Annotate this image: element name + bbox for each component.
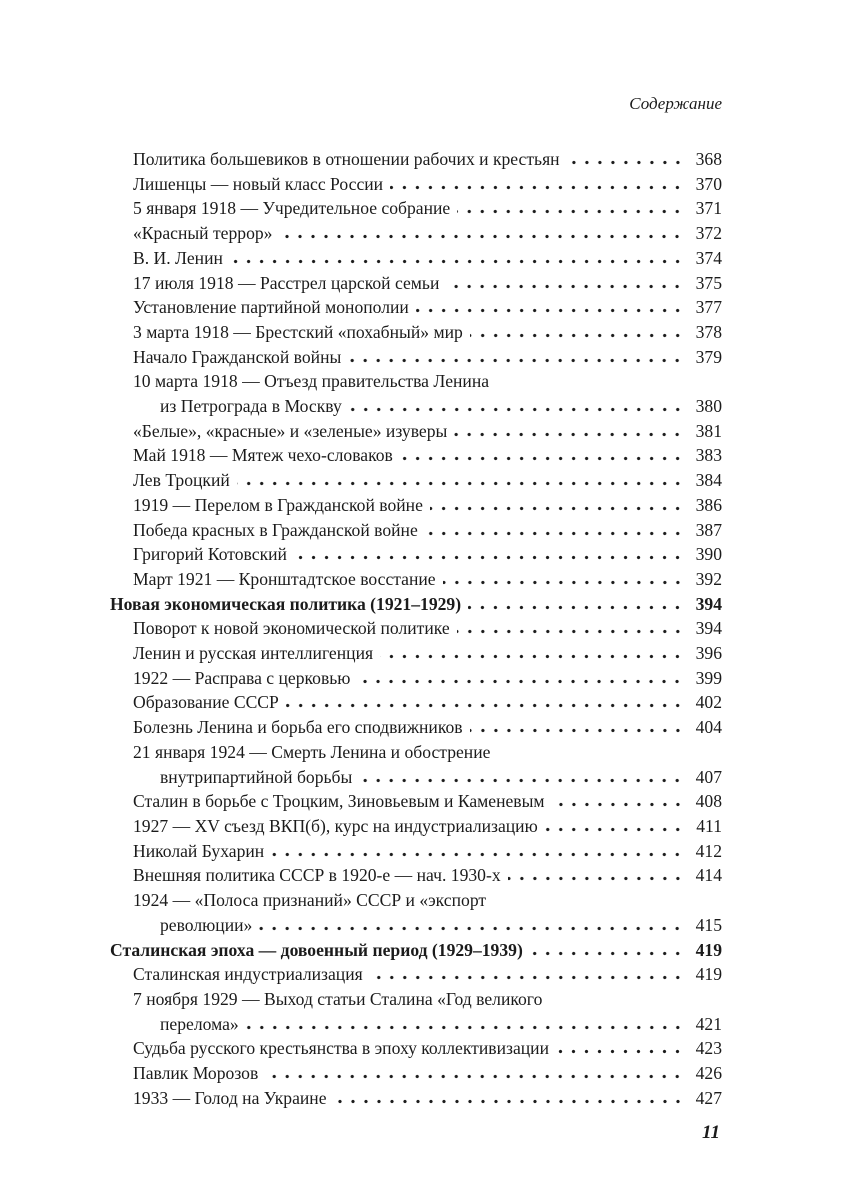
toc-entry-title: Лев Троцкий xyxy=(133,470,230,491)
toc-entry-title: Григорий Котовский xyxy=(133,544,287,565)
toc-entry xyxy=(110,493,722,518)
toc-entry-title: Павлик Морозов xyxy=(133,1063,259,1084)
toc-entry-page: 380 xyxy=(695,396,722,417)
dot-leader xyxy=(359,778,686,783)
toc-entry-title: Март 1921 — Кронштадтское восстание xyxy=(133,568,436,589)
toc-entry-page: 419 xyxy=(695,939,722,960)
toc-entry-page: 390 xyxy=(695,544,722,565)
toc-entry-page: 399 xyxy=(695,667,722,688)
dot-leader xyxy=(457,209,686,214)
toc-entry xyxy=(110,518,722,543)
toc-entry-page: 387 xyxy=(695,519,722,540)
toc-entry-title: 1922 — Расправа с церковью xyxy=(133,667,351,688)
toc-entry-row xyxy=(110,863,722,888)
toc-entry xyxy=(110,542,722,567)
toc-entry-title: Образование СССР xyxy=(133,692,279,713)
toc-entry xyxy=(110,567,722,592)
toc-entry-row xyxy=(110,1086,722,1111)
dot-leader xyxy=(390,185,686,190)
dot-leader xyxy=(259,926,686,931)
dot-leader xyxy=(446,284,686,289)
toc-entry-row xyxy=(110,715,722,740)
toc-entry xyxy=(110,1061,722,1086)
toc-entry xyxy=(110,1086,722,1111)
toc-entry-row xyxy=(110,542,722,567)
dot-leader xyxy=(454,432,686,437)
toc-entry xyxy=(110,962,722,987)
dot-leader xyxy=(425,531,686,536)
toc-entry xyxy=(110,320,722,345)
toc-entry-row xyxy=(110,1012,722,1037)
toc-entry-page: 411 xyxy=(696,815,722,836)
toc-entry-title: Установление партийной монополии xyxy=(133,297,409,318)
dot-leader xyxy=(567,160,686,165)
toc-entry xyxy=(110,271,722,296)
toc-entry-title: 7 ноября 1929 — Выход статьи Сталина «Год великого xyxy=(133,988,543,1009)
toc-entry-row xyxy=(110,518,722,543)
toc-entry-row xyxy=(110,592,722,617)
toc-entry-title: 1933 — Голод на Украине xyxy=(133,1087,327,1108)
toc-entry xyxy=(110,221,722,246)
dot-leader xyxy=(470,333,686,338)
toc-entry xyxy=(110,863,722,888)
toc-entry-row xyxy=(110,468,722,493)
toc-entry-row xyxy=(110,814,722,839)
toc-entry xyxy=(110,369,722,418)
toc-entry-title: Начало Гражданской войны xyxy=(133,346,342,367)
dot-leader xyxy=(294,555,686,560)
dot-leader xyxy=(279,234,686,239)
toc-entry-page: 402 xyxy=(695,692,722,713)
toc-entry-page: 423 xyxy=(695,1038,722,1059)
toc-entry-title: 1919 — Перелом в Гражданской войне xyxy=(133,494,423,515)
toc-entry-page: 381 xyxy=(695,420,722,441)
toc-entry-title: 21 января 1924 — Смерть Ленина и обострение xyxy=(133,741,491,762)
dot-leader xyxy=(443,580,686,585)
toc-entry-row xyxy=(110,789,722,814)
dot-leader xyxy=(380,654,686,659)
toc-entry-title: Николай Бухарин xyxy=(133,840,265,861)
running-head: Содержание xyxy=(629,94,722,113)
toc-entry-page: 407 xyxy=(695,766,722,787)
toc-entry-row xyxy=(110,172,722,197)
dot-leader xyxy=(357,679,686,684)
dot-leader xyxy=(556,1049,686,1054)
toc-entry-title: Май 1918 — Мятеж чехо-словаков xyxy=(133,445,393,466)
toc-entry xyxy=(110,196,722,221)
toc-entry-row xyxy=(110,221,722,246)
toc-entry-title: Ленин и русская интеллигенция xyxy=(133,643,374,664)
dot-leader xyxy=(400,456,686,461)
toc-entry-page: 408 xyxy=(695,791,722,812)
dot-leader xyxy=(470,728,686,733)
toc-entry xyxy=(110,839,722,864)
toc-entry xyxy=(110,147,722,172)
toc-entry-row xyxy=(110,765,722,790)
toc-entry-row xyxy=(110,320,722,345)
dot-leader xyxy=(508,876,686,881)
toc-entry xyxy=(110,715,722,740)
toc-entry-page: 426 xyxy=(695,1063,722,1084)
dot-leader xyxy=(348,358,686,363)
toc-entry-page: 414 xyxy=(695,865,722,886)
dot-leader xyxy=(370,975,686,980)
toc-entry-row xyxy=(110,987,722,1012)
toc-entry-row xyxy=(110,616,722,641)
toc-entry xyxy=(110,419,722,444)
toc-entry-page: 386 xyxy=(695,494,722,515)
toc-entry-page: 421 xyxy=(695,1013,722,1034)
toc-entry xyxy=(110,172,722,197)
toc-entry-title: Сталинская эпоха — довоенный период (1929–1939) xyxy=(110,939,523,960)
toc-list xyxy=(110,147,722,1110)
toc-entry-row xyxy=(110,962,722,987)
toc-entry-page: 415 xyxy=(695,914,722,935)
toc-entry-title: В. И. Ленин xyxy=(133,247,223,268)
toc-entry-page: 372 xyxy=(695,223,722,244)
toc-entry-row xyxy=(110,938,722,963)
toc-entry-page: 375 xyxy=(695,272,722,293)
toc-entry-row xyxy=(110,1036,722,1061)
dot-leader xyxy=(545,827,686,832)
toc-entry xyxy=(110,295,722,320)
toc-entry-page: 384 xyxy=(695,470,722,491)
toc-entry-page: 396 xyxy=(695,643,722,664)
dot-leader xyxy=(468,605,686,610)
toc-entry-title: Лишенцы — новый класс России xyxy=(133,173,384,194)
toc-entry-title: Болезнь Ленина и борьба его сподвижников xyxy=(133,717,463,738)
toc-section-entry xyxy=(110,592,722,617)
toc-entry-title: «Белые», «красные» и «зеленые» изуверы xyxy=(133,420,448,441)
toc-entry-row xyxy=(110,246,722,271)
toc-entry-row xyxy=(110,839,722,864)
dot-leader xyxy=(552,802,686,807)
toc-entry-row xyxy=(110,369,722,394)
toc-entry-row xyxy=(110,271,722,296)
toc-entry xyxy=(110,740,722,789)
toc-entry-title: Сталин в борьбе с Троцким, Зиновьевым и Каменевым xyxy=(133,791,545,812)
toc-entry-row xyxy=(110,641,722,666)
toc-entry-row xyxy=(110,888,722,913)
toc-entry-row xyxy=(110,147,722,172)
toc-entry-title: 1927 — XV съезд ВКП(б), курс на индустриализацию xyxy=(133,815,538,836)
toc-entry-page: 394 xyxy=(695,618,722,639)
toc-entry-page: 379 xyxy=(695,346,722,367)
dot-leader xyxy=(271,852,686,857)
toc-entry-page: 427 xyxy=(695,1087,722,1108)
dot-leader xyxy=(237,481,686,486)
toc-entry-page: 419 xyxy=(695,964,722,985)
dot-leader xyxy=(349,407,686,412)
dot-leader xyxy=(334,1099,686,1104)
toc-entry xyxy=(110,789,722,814)
toc-entry xyxy=(110,641,722,666)
toc-entry-row xyxy=(110,295,722,320)
dot-leader xyxy=(430,506,686,511)
dot-leader xyxy=(530,951,686,956)
toc-entry-row xyxy=(110,443,722,468)
toc-entry-row xyxy=(110,666,722,691)
toc-entry-row xyxy=(110,1061,722,1086)
page-number: 11 xyxy=(702,1122,720,1143)
toc-entry-page: 370 xyxy=(695,173,722,194)
toc-entry xyxy=(110,888,722,937)
toc-entry-title: 3 марта 1918 — Брестский «похабный» мир xyxy=(133,321,463,342)
toc-entry-title: Победа красных в Гражданской войне xyxy=(133,519,418,540)
toc-entry xyxy=(110,443,722,468)
toc-entry-row xyxy=(110,913,722,938)
toc-entry-row xyxy=(110,740,722,765)
toc-entry-row xyxy=(110,419,722,444)
toc-entry xyxy=(110,987,722,1036)
toc-entry-page: 383 xyxy=(695,445,722,466)
toc-entry-row xyxy=(110,394,722,419)
toc-entry-title: Новая экономическая политика (1921–1929) xyxy=(110,593,462,614)
toc-entry-title: Политика большевиков в отношении рабочих и крестьян xyxy=(133,149,560,169)
toc-entry xyxy=(110,345,722,370)
toc-entry-page: 378 xyxy=(695,321,722,342)
toc-entry-title: 17 июля 1918 — Расстрел царской семьи xyxy=(133,272,440,293)
dot-leader xyxy=(246,1025,686,1030)
toc-entry-title: внутрипартийной борьбы xyxy=(160,766,353,787)
toc-entry-row xyxy=(110,690,722,715)
toc-entry-title: Внешняя политика СССР в 1920-е — нач. 1930-х xyxy=(133,865,501,886)
toc-entry-title: перелома» xyxy=(160,1013,239,1034)
toc-entry xyxy=(110,814,722,839)
toc-entry-title: 10 марта 1918 — Отъезд правительства Ленина xyxy=(133,371,490,392)
toc-entry-title: «Красный террор» xyxy=(133,223,273,244)
toc-entry xyxy=(110,666,722,691)
toc-entry-page: 368 xyxy=(695,149,722,169)
toc-entry xyxy=(110,690,722,715)
toc-entry-page: 394 xyxy=(695,593,722,614)
toc-entry-title: Сталинская индустриализация xyxy=(133,964,363,985)
toc-entry-title: революции» xyxy=(160,914,253,935)
dot-leader xyxy=(286,703,686,708)
toc-entry-row xyxy=(110,493,722,518)
toc-entry-row xyxy=(110,345,722,370)
toc-entry-row xyxy=(110,567,722,592)
toc-entry-page: 374 xyxy=(695,247,722,268)
toc-entry xyxy=(110,616,722,641)
toc-entry-title: Судьба русского крестьянства в эпоху коллективизации xyxy=(133,1038,550,1059)
toc-entry-page: 377 xyxy=(695,297,722,318)
toc-entry-title: 5 января 1918 — Учредительное собрание xyxy=(133,198,451,219)
toc-entry xyxy=(110,246,722,271)
dot-leader xyxy=(230,259,686,264)
toc-entry-title: из Петрограда в Москву xyxy=(160,396,342,417)
toc-entry-row xyxy=(110,196,722,221)
dot-leader xyxy=(265,1074,686,1079)
dot-leader xyxy=(416,308,686,313)
toc-entry xyxy=(110,1036,722,1061)
toc-entry-title: Поворот к новой экономической политике xyxy=(133,618,450,639)
toc-section-entry xyxy=(110,938,722,963)
dot-leader xyxy=(457,629,686,634)
toc-entry xyxy=(110,468,722,493)
toc-entry-title: 1924 — «Полоса признаний» СССР и «экспорт xyxy=(133,890,487,911)
toc-entry-page: 404 xyxy=(695,717,722,738)
toc-entry-page: 371 xyxy=(695,198,722,219)
toc-entry-page: 392 xyxy=(695,568,722,589)
toc-entry-page: 412 xyxy=(695,840,722,861)
